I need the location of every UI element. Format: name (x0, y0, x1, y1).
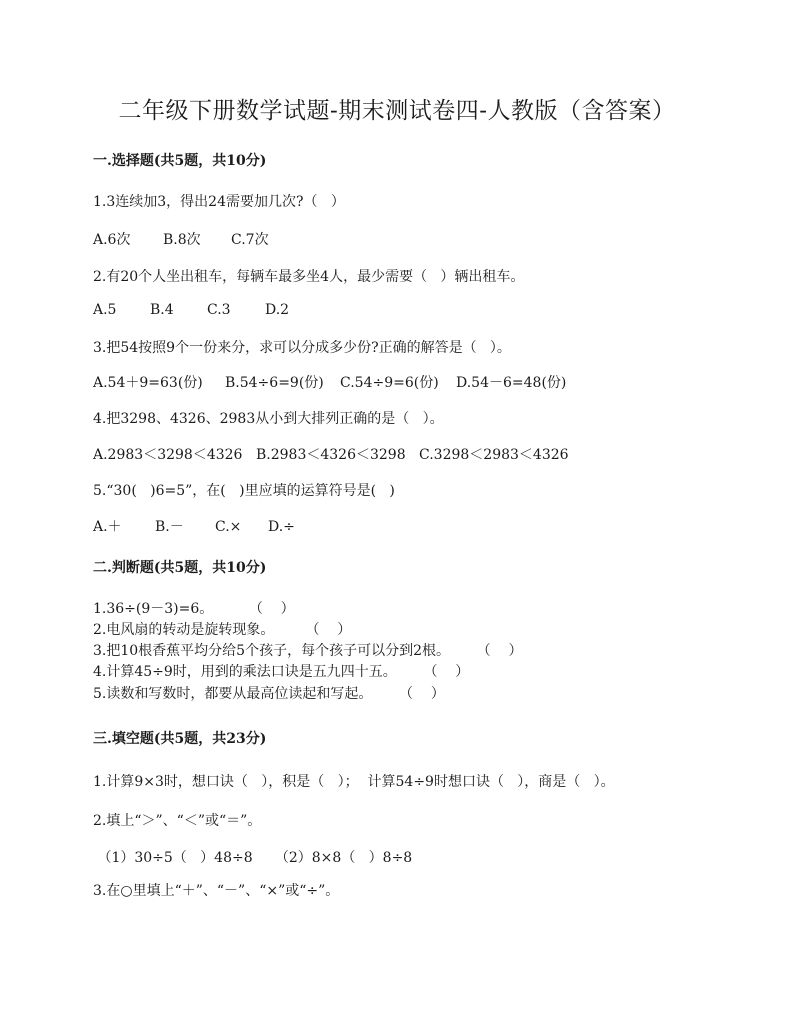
section-heading-fill: 三.填空题(共5题，共23分) (93, 731, 267, 747)
option: D.54－6=48(份) (456, 375, 567, 391)
question-text: 4.把3298、4326、2983从小到大排列正确的是（ ）。 (93, 411, 444, 427)
option: C.54÷9=6(份) (340, 375, 439, 391)
option: B.54÷6=9(份) (225, 375, 324, 391)
judgment-item: 4.计算45÷9时，用到的乘法口诀是五九四十五。 （ ） (93, 664, 470, 680)
page-title: 二年级下册数学试题-期末测试卷四-人教版（含答案） (118, 98, 676, 124)
option: D.2 (265, 302, 290, 318)
question-text: 5.“30( )6=5”，在( )里应填的运算符号是( ) (93, 483, 395, 499)
section-heading-choice: 一.选择题(共5题，共10分) (93, 153, 267, 169)
option: B.4 (150, 302, 174, 318)
option: D.÷ (268, 519, 295, 535)
option: C.3298＜2983＜4326 (419, 447, 569, 463)
option: B.2983＜4326＜3298 (256, 447, 406, 463)
question-options (93, 372, 566, 392)
option: A.54＋9=63(份) (93, 375, 203, 391)
judgment-item: 5.读数和写数时，都要从最高位读起和写起。 （ ） (93, 686, 445, 702)
judgment-item: 3.把10根香蕉平均分给5个孩子，每个孩子可以分到2根。 （ ） (93, 643, 523, 659)
fill-item: （1）30÷5（ ）48÷8 （2）8×8（ ）8÷8 (93, 850, 413, 866)
question-text: 3.把54按照9个一份来分，求可以分成多少份?正确的解答是（ ）。 (93, 340, 511, 356)
option: A.2983＜3298＜4326 (93, 447, 243, 463)
judgment-item: 1.36÷(9－3)=6。 （ ） (93, 601, 295, 617)
option: C.3 (207, 302, 231, 318)
option: B.8次 (163, 232, 201, 248)
question-options (93, 229, 269, 249)
option: B.－ (155, 519, 184, 535)
judgment-item: 2.电风扇的转动是旋转现象。 （ ） (93, 622, 352, 638)
question-text: 1.3连续加3，得出24需要加几次?（ ） (93, 194, 345, 210)
fill-item: 2.填上“＞”、“＜”或“＝”。 (93, 813, 262, 829)
section-heading-judgment: 二.判断题(共5题，共10分) (93, 560, 267, 576)
option: A.5 (93, 302, 117, 318)
option: A.6次 (93, 232, 131, 248)
fill-item: 1.计算9×3时，想口诀（ ），积是（ ）； 计算54÷9时想口诀（ ），商是（ ）。 (93, 774, 615, 790)
question-options (93, 444, 569, 464)
question-text: 2.有20个人坐出租车，每辆车最多坐4人，最少需要（ ）辆出租车。 (93, 269, 525, 285)
option: C.× (215, 519, 242, 535)
option: A.＋ (93, 519, 122, 535)
fill-item: 3.在○里填上“＋”、“－”、“×”或“÷”。 (93, 883, 340, 899)
option: C.7次 (231, 232, 269, 248)
question-options (93, 302, 289, 318)
question-options (93, 516, 295, 536)
